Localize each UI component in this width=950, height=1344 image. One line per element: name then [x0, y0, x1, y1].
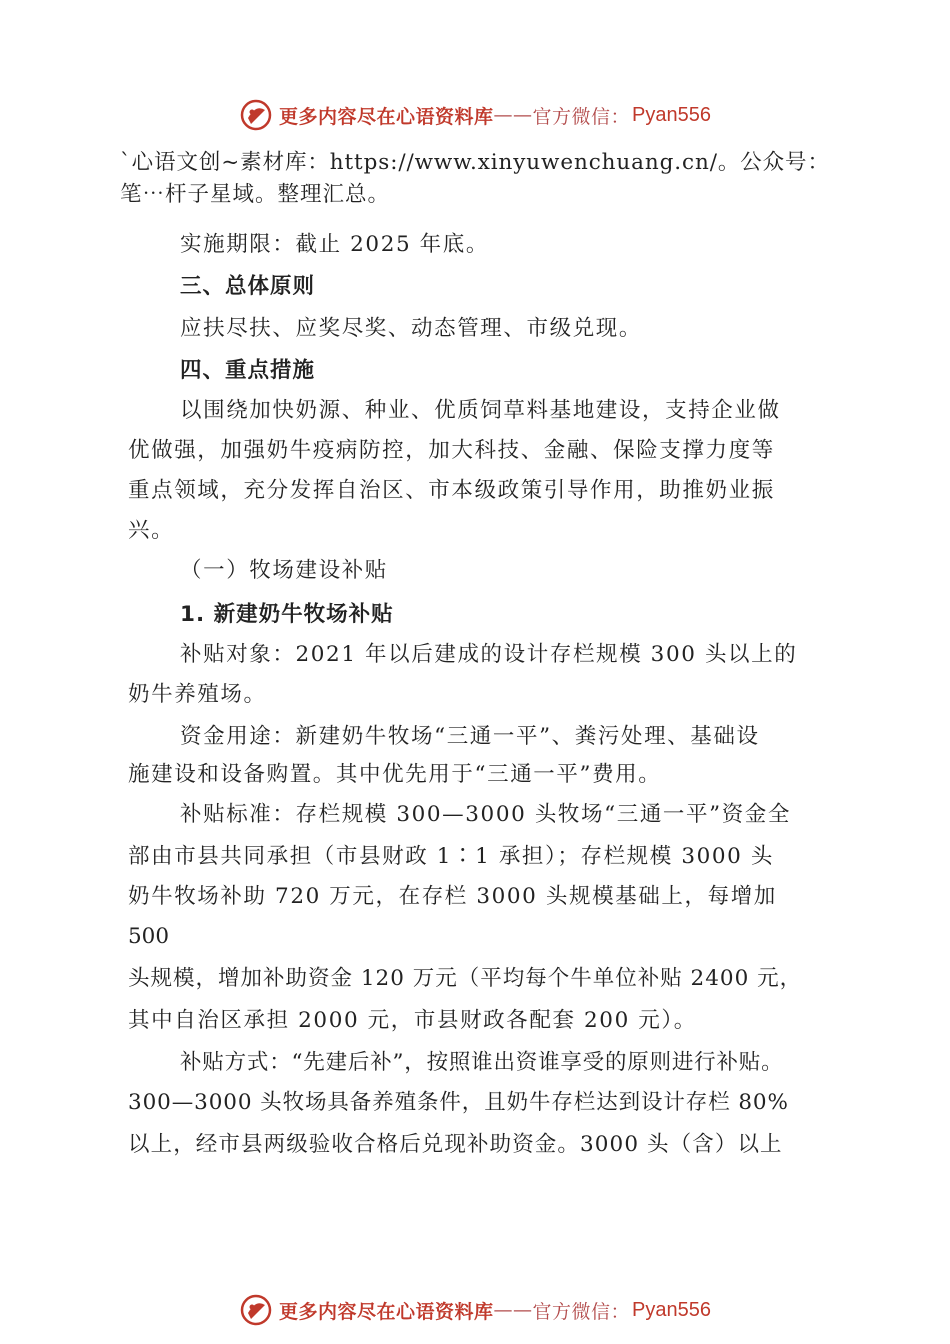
banner-wechat-label: 官方微信：	[532, 105, 631, 128]
paragraph-line: 头规模，增加补助资金 120 万元（平均每个牛单位补贴 2400 元，	[128, 966, 803, 991]
section-heading-4: 四、重点措施	[180, 358, 316, 383]
logo-icon	[239, 1293, 273, 1327]
paragraph-line: 资金用途：新建奶牛牧场“三通一平”、粪污处理、基础设	[180, 724, 760, 749]
source-line-2: 笔⋯杆子星域。整理汇总。	[120, 182, 391, 207]
period-text: 实施期限：截止 2025 年底。	[180, 232, 489, 257]
section-heading-3: 三、总体原则	[180, 274, 316, 299]
source-line-1: `心语文创~素材库：https://www.xinyuwenchuang.cn/。公众号：	[120, 150, 830, 175]
logo-icon	[239, 98, 273, 132]
paragraph-line: 重点领域，充分发挥自治区、市本级政策引导作用，助推奶业振	[128, 478, 775, 503]
paragraph-line: 奶牛养殖场。	[128, 682, 267, 707]
paragraph-line: 兴。	[128, 518, 175, 543]
paragraph-line: 其中自治区承担 2000 元，市县财政各配套 200 元）。	[128, 1008, 697, 1033]
paragraph-line: 500	[128, 924, 170, 949]
paragraph-line: 补贴对象：2021 年以后建成的设计存栏规模 300 头以上的	[180, 642, 798, 667]
paragraph-line: 补贴方式：“先建后补”，按照谁出资谁享受的原则进行补贴。	[180, 1050, 784, 1075]
banner-wechat-id: Pyan556	[632, 1298, 711, 1321]
paragraph-line: 以上，经市县两级验收合格后兑现补助资金。3000 头（含）以上	[128, 1132, 783, 1157]
banner-text: 更多内容尽在心语资料库	[279, 105, 494, 128]
paragraph-line: 奶牛牧场补助 720 万元，在存栏 3000 头规模基础上，每增加	[128, 884, 777, 909]
subsection-heading: （一）牧场建设补贴	[180, 558, 388, 583]
header-banner	[0, 95, 950, 135]
banner-text: 更多内容尽在心语资料库	[279, 1300, 494, 1323]
banner-wechat-id: Pyan556	[632, 103, 711, 126]
banner-wechat-label: 官方微信：	[532, 1300, 631, 1323]
paragraph-line: 300—3000 头牧场具备养殖条件，且奶牛存栏达到设计存栏 80%	[128, 1090, 789, 1115]
footer-banner	[0, 1290, 950, 1330]
paragraph-line: 补贴标准：存栏规模 300—3000 头牧场“三通一平”资金全	[180, 802, 792, 827]
item-heading: 1. 新建奶牛牧场补贴	[180, 602, 394, 627]
banner-dash: ——	[493, 104, 533, 126]
paragraph-line: 施建设和设备购置。其中优先用于“三通一平”费用。	[128, 762, 662, 787]
principle-text: 应扶尽扶、应奖尽奖、动态管理、市级兑现。	[180, 316, 643, 341]
paragraph-line: 优做强，加强奶牛疫病防控，加大科技、金融、保险支撑力度等	[128, 438, 775, 463]
banner-dash: ——	[493, 1299, 533, 1321]
paragraph-line: 部由市县共同承担（市县财政 1∶1 承担）；存栏规模 3000 头	[128, 844, 774, 869]
paragraph-line: 以围绕加快奶源、种业、优质饲草料基地建设，支持企业做	[180, 398, 781, 423]
